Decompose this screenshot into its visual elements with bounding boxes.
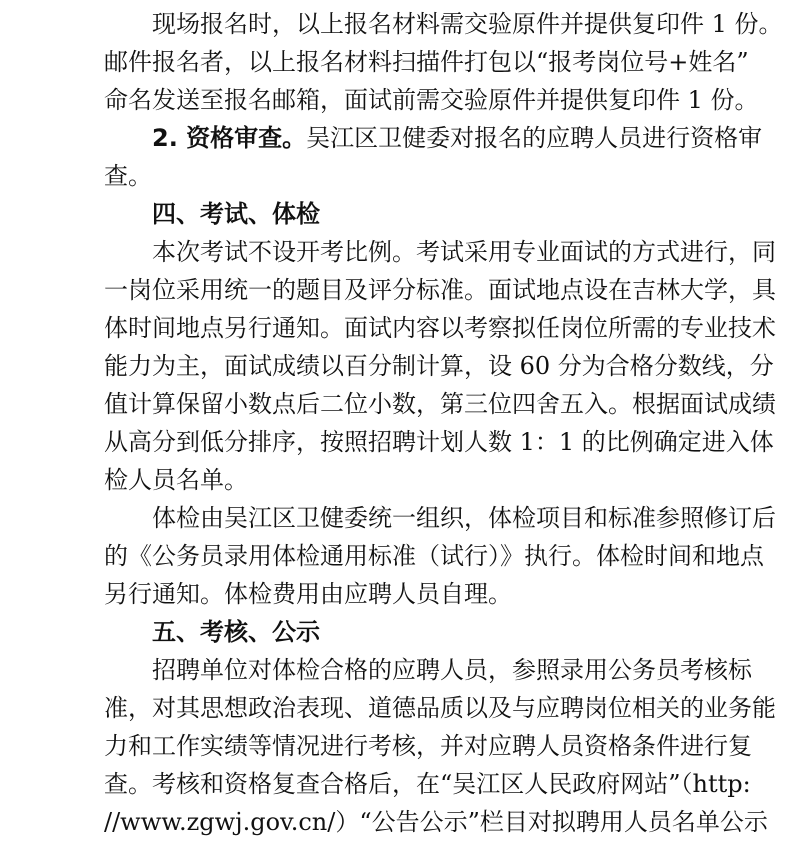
paragraph-line: 一岗位采用统一的题目及评分标准。面试地点设在吉林大学，具 [104,276,776,304]
paragraph-line: 值计算保留小数点后二位小数，第三位四舍五入。根据面试成绩 [104,390,776,418]
paragraph-line: 另行通知。体检费用由应聘人员自理。 [104,580,512,608]
paragraph-line: 从高分到低分排序，按照招聘计划人数 1：1 的比例确定进入体 [104,428,774,456]
paragraph-line: 的《公务员录用体检通用标准（试行）》执行。体检时间和地点 [104,542,764,570]
paragraph-line: 招聘单位对体检合格的应聘人员，参照录用公务员考核标 [152,656,752,684]
paragraph-line: 邮件报名者，以上报名材料扫描件打包以“报考岗位号+姓名” [104,48,749,76]
paragraph-line: 体时间地点另行通知。面试内容以考察拟任岗位所需的专业技术 [104,314,776,342]
paragraph-line: 能力为主，面试成绩以百分制计算，设 60 分为合格分数线，分 [104,352,774,380]
section-heading: 四、考试、体检 [152,200,320,228]
section-heading: 五、考核、公示 [152,618,320,646]
paragraph-line: 检人员名单。 [104,466,248,494]
paragraph-line: 准，对其思想政治表现、道德品质以及与应聘岗位相关的业务能 [104,694,776,722]
paragraph-line: //www.zgwj.gov.cn/）“公告公示”栏目对拟聘用人员名单公示 [104,808,768,836]
section-lead-text: 吴江区卫健委对报名的应聘人员进行资格审 [306,124,763,152]
paragraph-line: 本次考试不设开考比例。考试采用专业面试的方式进行，同 [152,238,776,266]
paragraph-line: 查。 [104,162,152,190]
section-lead: 2. 资格审查。 [152,124,307,152]
paragraph-line: 查。考核和资格复查合格后，在“吴江区人民政府网站”（http: [104,770,751,798]
paragraph-line: 现场报名时，以上报名材料需交验原件并提供复印件 1 份。 [152,10,783,38]
paragraph-line: 命名发送至报名邮箱，面试前需交验原件并提供复印件 1 份。 [104,86,759,114]
paragraph-line: 力和工作实绩等情况进行考核，并对应聘人员资格条件进行复 [104,732,752,760]
paragraph-line: 体检由吴江区卫健委统一组织，体检项目和标准参照修订后 [152,504,776,532]
paragraph-line [152,118,763,158]
